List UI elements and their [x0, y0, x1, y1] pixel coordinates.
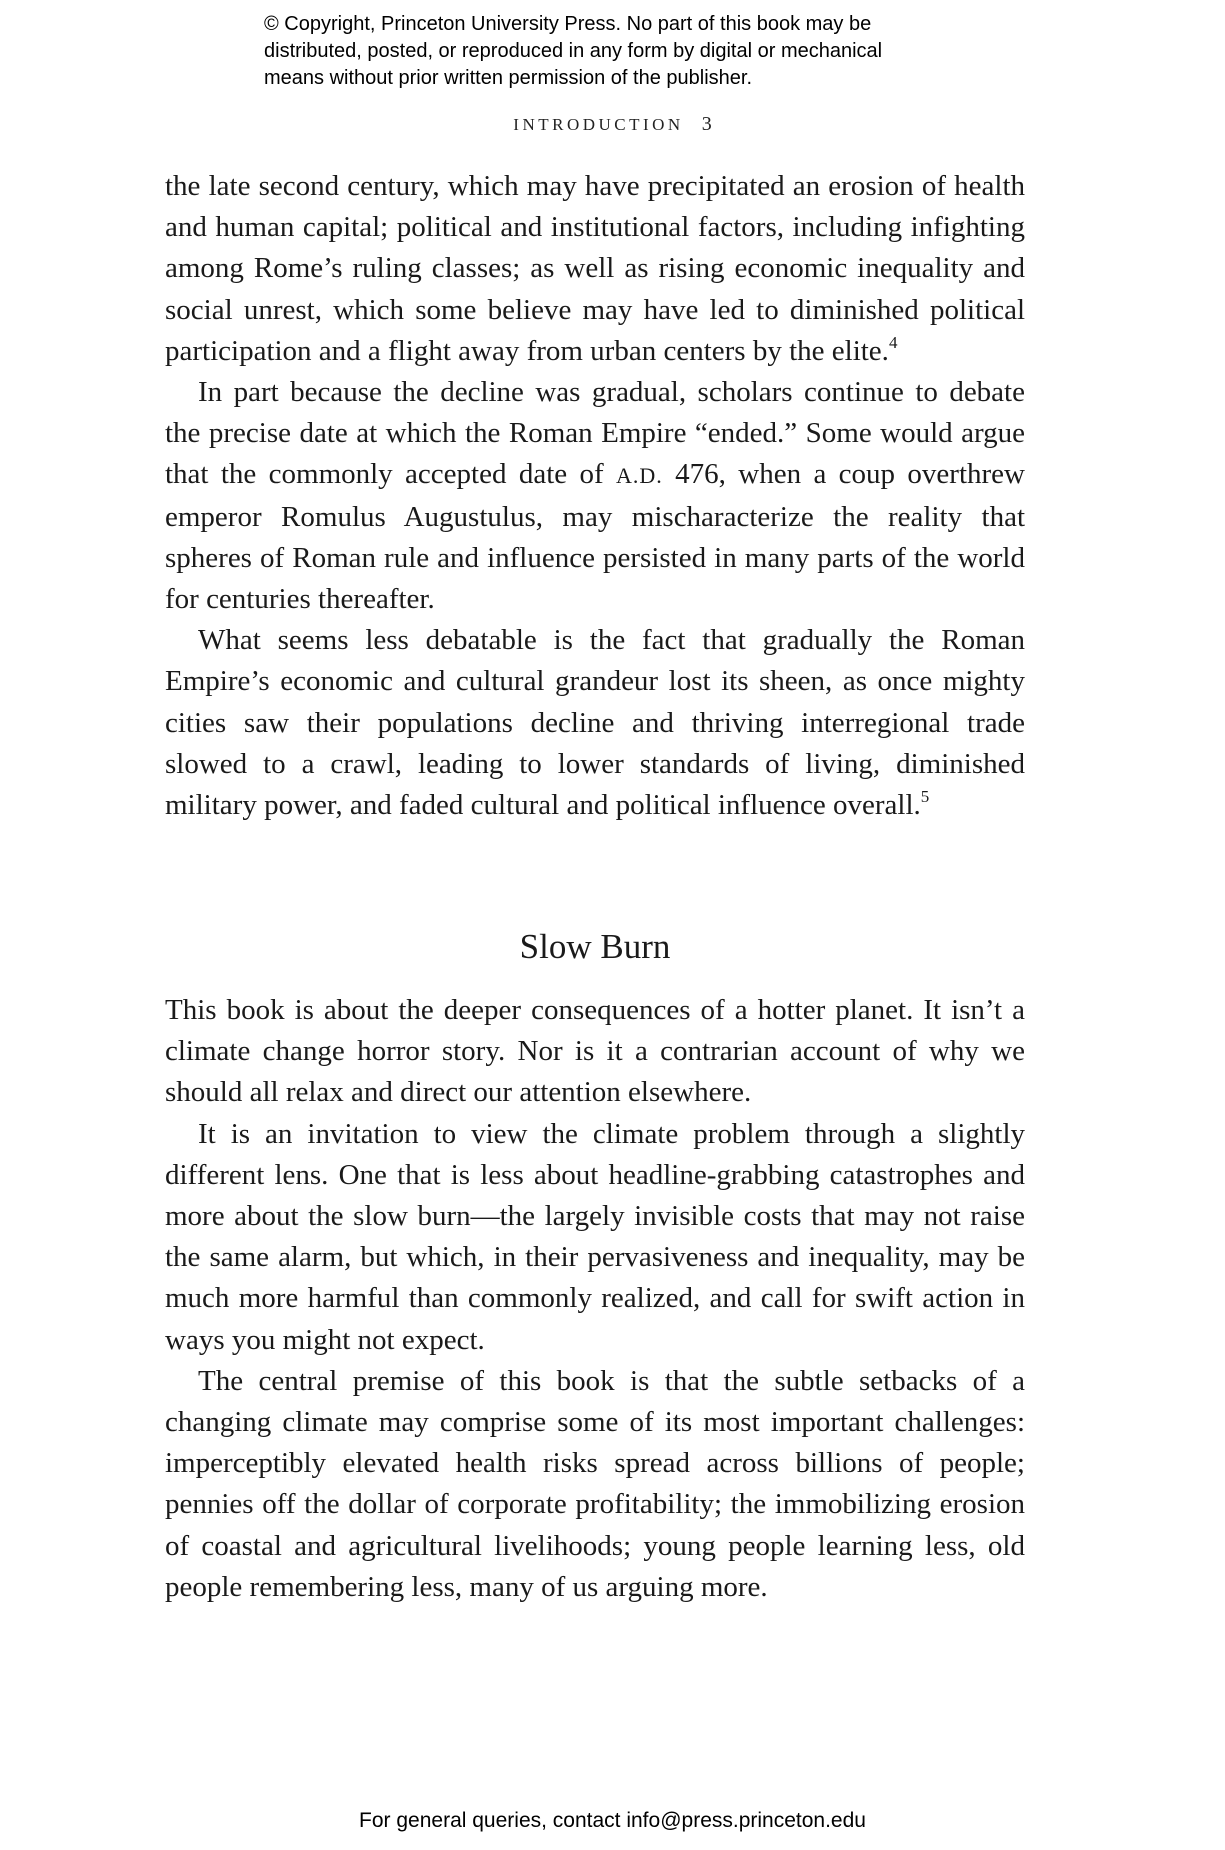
- paragraph: It is an invitation to view the climate problem through a slightly different lens. One that is less about headline-grabbing catastrophes and more about the slow burn—the largely invisible costs that may not raise the same alarm, but which, in their pervasiveness and inequality, may be much more harmful than commonly realized, and call for swift action in ways you might not expect.: [165, 1117, 1025, 1356]
- footer-contact: For general queries, contact info@press.princeton.edu: [359, 1809, 866, 1832]
- footnote-ref[interactable]: 5: [920, 787, 930, 807]
- paragraph: [165, 372, 1025, 620]
- paragraph-text: 476, when a coup overthrew emperor Romulus Augustulus, may mischaracterize the reality that spheres of Roman rule and influence persisted in many parts of the world for centuries thereafter.: [165, 458, 1025, 616]
- paragraph-text: What seems less debatable is the fact that gradually the Roman Empire’s economic and cultural grandeur lost its sheen, as once mighty cities saw their populations decline and thriving interregional trade slowed to a crawl, leading to lower standards of living, diminished military power, and faded cultural and political influence overall.: [165, 624, 1025, 822]
- paragraph-text: the late second century, which may have precipitated an erosion of health and human capital; political and institutional factors, including infighting among Rome’s ruling classes; as well as rising economic inequality and social unrest, which some believe may have led to diminished political participation and a flight away from urban centers by the elite.: [165, 170, 1025, 367]
- page-number: 3: [701, 113, 712, 135]
- running-head-title: INTRODUCTION: [513, 115, 684, 134]
- paragraph: [165, 620, 1025, 826]
- paragraph: The central premise of this book is that the subtle setbacks of a changing climate may comprise some of its most important challenges: imperceptibly elevated health risks spread across billions of people; pennies off the dollar of corporate profitability; the immobilizing erosion of coastal and agricultural livelihoods; young people learning less, old people remembering less, many of us arguing more.: [165, 1364, 1025, 1603]
- paragraph: This book is about the deeper consequences of a hotter planet. It isn’t a climate change horror story. Nor is it a contrarian account of why we should all relax and direct our attention elsewhere.: [165, 994, 1025, 1109]
- footnote-ref[interactable]: 4: [888, 332, 898, 352]
- copyright-line-2: distributed, posted, or reproduced in any form by digital or mechanical: [264, 40, 883, 62]
- copyright-line-3: means without prior written permission of the publisher.: [264, 67, 753, 89]
- paragraph-text: In part because the decline was gradual, scholars continue to debate the precise date at which the Roman Empire “ended.” Some would argue that the commonly accepted date of: [165, 376, 1025, 491]
- body-text-top: [165, 166, 1025, 826]
- paragraph: [165, 166, 1025, 372]
- body-text-bottom: [165, 990, 1025, 1608]
- running-head: [0, 113, 1225, 136]
- section-heading: Slow Burn: [519, 927, 671, 966]
- copyright-notice: [264, 11, 1024, 92]
- era-abbreviation: A.D.: [616, 463, 663, 489]
- copyright-line-1: © Copyright, Princeton University Press. No part of this book may be: [264, 13, 872, 35]
